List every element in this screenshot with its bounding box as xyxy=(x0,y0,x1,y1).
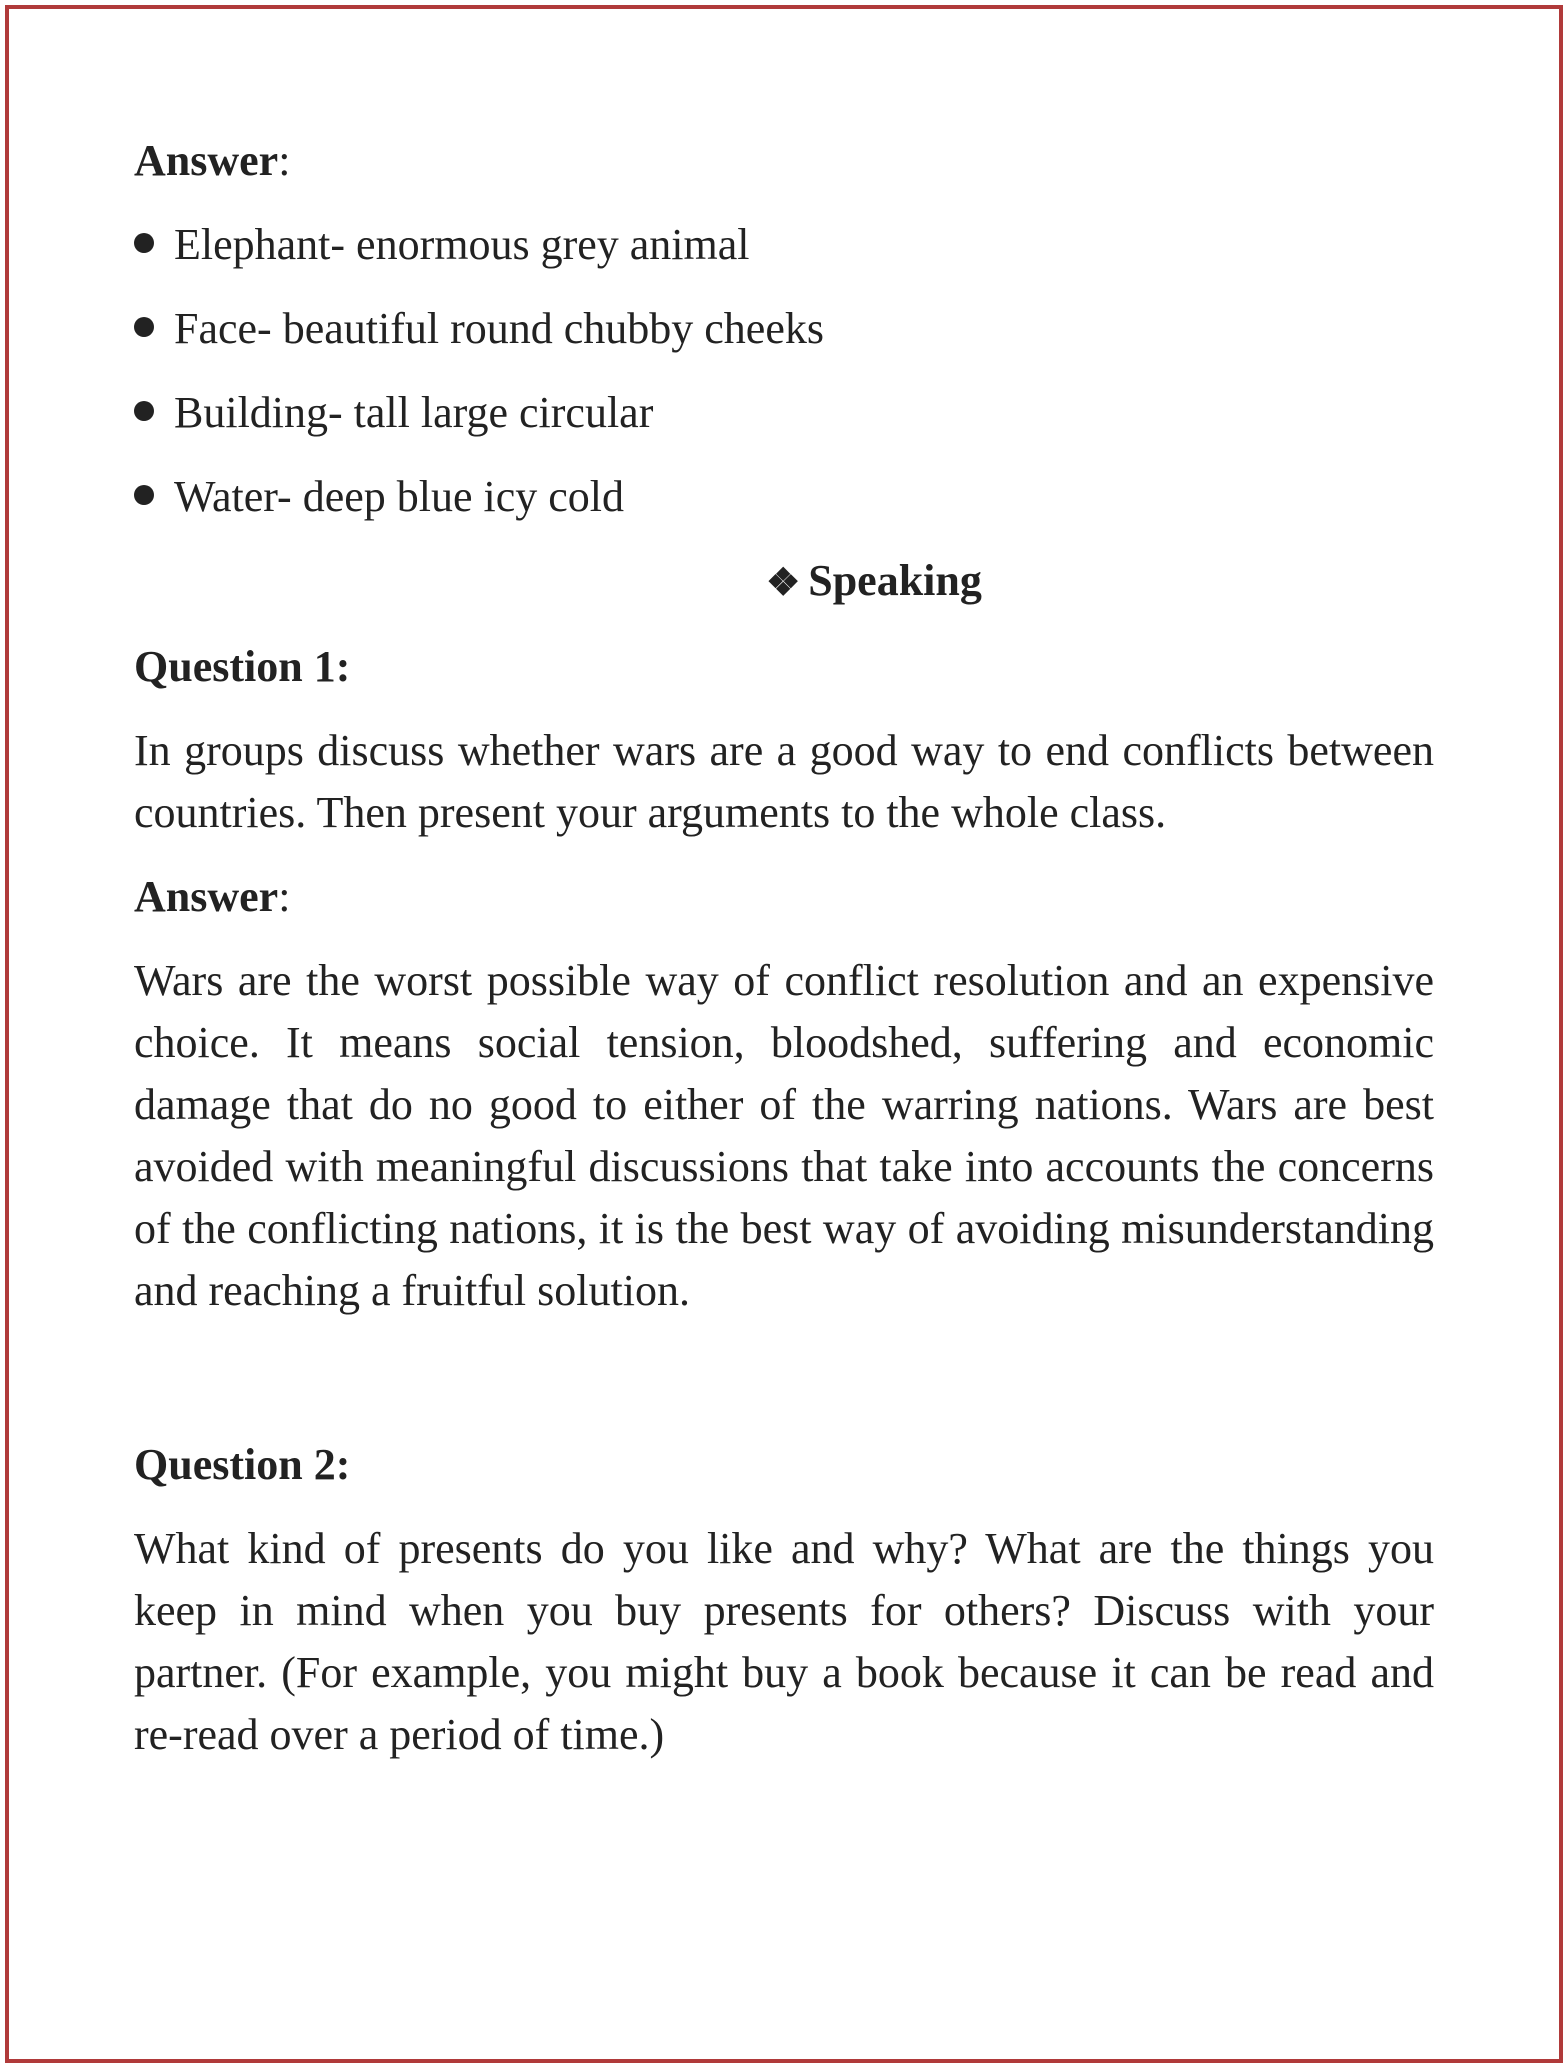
bullet-icon xyxy=(134,485,154,505)
list-item xyxy=(134,382,1434,444)
list-item-text: Building- tall large circular xyxy=(174,388,654,437)
list-item xyxy=(134,466,1434,528)
answer-2-text: Wars are the worst possible way of conflict resolution and an expensive choice. It means social tension, bloodshed, suffering and economic damage that do no good to either of the warring nations. Wars are best avoided with meaningful discussions that take into accounts the concerns of the conflicting nations, it is the best way of avoiding misunderstanding and reaching a fruitful solution. xyxy=(134,956,1434,1315)
adjective-list xyxy=(134,214,1434,528)
speaking-title: Speaking xyxy=(808,556,982,605)
question-1-text: In groups discuss whether wars are a good way to end conflicts between countries. Then present your arguments to the whole class. xyxy=(134,726,1434,837)
diamond-icon: ❖ xyxy=(766,562,801,604)
question-2-label: Question 2: xyxy=(134,1440,351,1489)
bullet-icon xyxy=(134,233,154,253)
answer-label-colon: : xyxy=(278,136,291,185)
list-item-text: Face- beautiful round chubby cheeks xyxy=(174,304,824,353)
bullet-icon xyxy=(134,401,154,421)
answer-2-label xyxy=(134,866,1434,928)
answer-label-text: Answer xyxy=(134,136,279,185)
list-item xyxy=(134,298,1434,360)
list-item-text: Elephant- enormous grey animal xyxy=(174,220,750,269)
answer-2-label-text: Answer xyxy=(134,872,279,921)
question-2-text: What kind of presents do you like and why? What are the things you keep in mind when you buy presents for others? Discuss with your partner. (For example, you might buy a book because it can be read and re-read over a period of time.) xyxy=(134,1524,1434,1759)
answer-2-label-colon: : xyxy=(278,872,291,921)
list-item xyxy=(134,214,1434,276)
answer-label xyxy=(134,130,1434,192)
page-content xyxy=(134,130,1434,1766)
list-item-text: Water- deep blue icy cold xyxy=(174,472,625,521)
speaking-heading xyxy=(134,550,1434,614)
question-1-label: Question 1: xyxy=(134,642,351,691)
bullet-icon xyxy=(134,317,154,337)
